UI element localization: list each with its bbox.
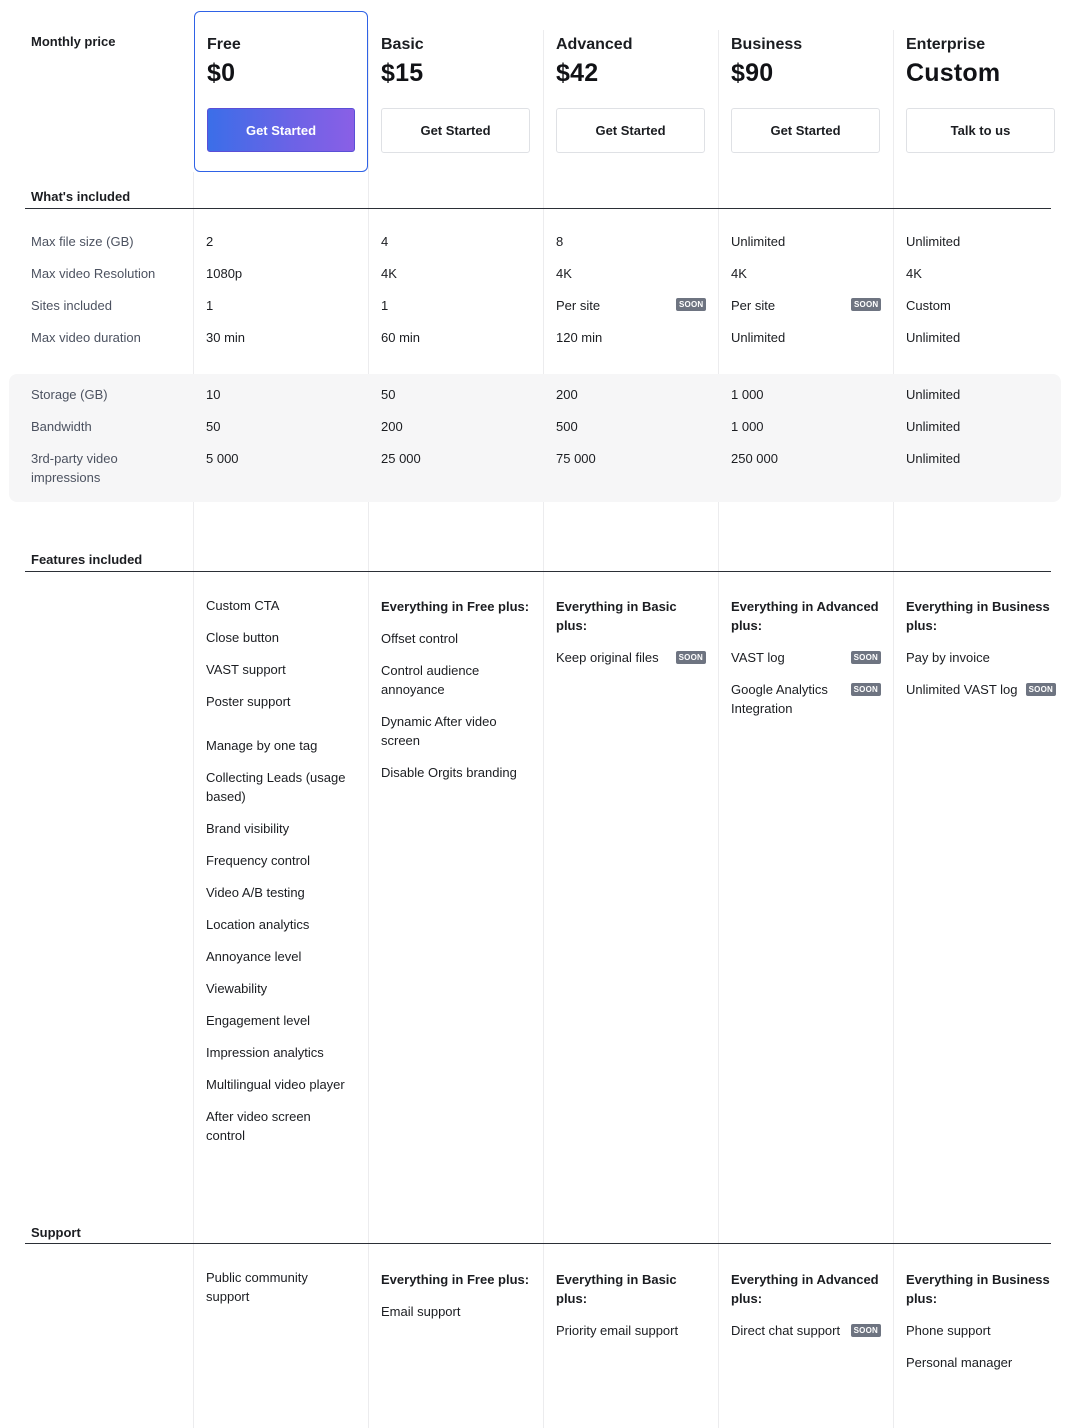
column-divider <box>368 30 369 1428</box>
plan-price-free: $0 <box>207 59 236 87</box>
features-included-title: Features included <box>31 552 143 567</box>
cell: 60 min <box>381 330 421 345</box>
list-item: Pay by invoice <box>906 650 990 665</box>
cell: 200 <box>381 419 403 434</box>
soon-badge: SOON <box>1026 683 1056 696</box>
soon-badge: SOON <box>676 651 706 664</box>
section-divider <box>25 571 1051 572</box>
cell: 4 <box>381 234 389 249</box>
list-lead: Everything in Free plus: <box>381 599 530 614</box>
plan-name-enterprise: Enterprise <box>906 36 986 53</box>
cell: Unlimited <box>906 387 961 402</box>
cell: 1 000 <box>731 387 764 402</box>
column-divider <box>543 30 544 1428</box>
list-item: Control audience annoyance <box>381 663 480 697</box>
cell: 4K <box>556 266 572 281</box>
cell: 1 000 <box>731 419 764 434</box>
basic-support-list <box>381 1270 533 1334</box>
cell: 500 <box>556 419 578 434</box>
list-item: Viewability <box>206 981 268 996</box>
list-item: Personal manager <box>906 1355 1013 1370</box>
list-item: Location analytics <box>206 917 310 932</box>
list-item: Manage by one tag <box>206 738 318 753</box>
list-item: Email support <box>381 1304 461 1319</box>
list-item-label: Unlimited VAST log <box>906 682 1018 697</box>
cell: Unlimited <box>906 419 961 434</box>
cell: 1080p <box>206 266 243 281</box>
list-item <box>731 1321 881 1340</box>
cell: 4K <box>906 266 922 281</box>
whats-included-title: What's included <box>31 189 131 204</box>
list-item: Engagement level <box>206 1013 311 1028</box>
business-features-list <box>731 597 881 731</box>
list-lead: Everything in Advanced plus: <box>731 599 879 633</box>
list-item: Custom CTA <box>206 598 280 613</box>
cell: Per site <box>556 298 601 313</box>
cell: 120 min <box>556 330 603 345</box>
soon-badge: SOON <box>851 683 881 696</box>
cell: 1 <box>381 298 389 313</box>
row-label: Max video duration <box>31 330 141 345</box>
column-divider <box>718 30 719 1428</box>
list-item-label: Google Analytics Integration <box>731 682 828 716</box>
list-item: Multilingual video player <box>206 1077 345 1092</box>
advanced-support-list <box>556 1270 706 1353</box>
cell: 75 000 <box>556 451 596 466</box>
column-divider <box>893 30 894 1428</box>
list-item-label: Direct chat support <box>731 1323 841 1338</box>
list-item: Offset control <box>381 631 459 646</box>
list-lead: Everything in Business plus: <box>906 599 1050 633</box>
plan-name-free: Free <box>207 36 241 53</box>
list-item: Close button <box>206 630 279 645</box>
cell: 8 <box>556 234 564 249</box>
section-divider <box>25 208 1051 209</box>
soon-badge: SOON <box>676 298 706 311</box>
usage-band <box>9 374 1061 502</box>
get-started-basic-button[interactable]: Get Started <box>381 108 530 153</box>
row-label: Max video Resolution <box>31 266 156 281</box>
plan-name-basic: Basic <box>381 36 424 53</box>
list-item: Collecting Leads (usage based) <box>206 770 346 804</box>
cell: 2 <box>206 234 214 249</box>
cell: Custom <box>906 298 951 313</box>
free-features-list <box>206 596 358 1158</box>
enterprise-support-list <box>906 1270 1056 1385</box>
plan-name-advanced: Advanced <box>556 36 633 53</box>
list-item <box>906 680 1056 699</box>
list-lead: Everything in Basic plus: <box>556 599 677 633</box>
cell: 5 000 <box>206 451 239 466</box>
list-item: Video A/B testing <box>206 885 305 900</box>
soon-badge: SOON <box>851 298 881 311</box>
row-label: Bandwidth <box>31 419 92 434</box>
row-label: Max file size (GB) <box>31 234 134 249</box>
cell: Unlimited <box>731 234 786 249</box>
list-item: Priority email support <box>556 1323 679 1338</box>
column-divider <box>193 172 194 1428</box>
cell: 250 000 <box>731 451 778 466</box>
list-lead: Everything in Business plus: <box>906 1272 1050 1306</box>
list-item: Disable Orgits branding <box>381 765 517 780</box>
list-item: After video screen control <box>206 1109 311 1143</box>
list-item: Impression analytics <box>206 1045 324 1060</box>
cell: 10 <box>206 387 221 402</box>
cell: Unlimited <box>906 330 961 345</box>
list-item-label: Keep original files <box>556 650 659 665</box>
section-divider <box>25 1243 1051 1244</box>
monthly-price-label: Monthly price <box>31 34 116 49</box>
get-started-advanced-button[interactable]: Get Started <box>556 108 705 153</box>
cell: 4K <box>731 266 747 281</box>
list-lead: Everything in Advanced plus: <box>731 1272 879 1306</box>
talk-to-us-button[interactable]: Talk to us <box>906 108 1055 153</box>
list-item: Frequency control <box>206 853 311 868</box>
row-label: Sites included <box>31 298 112 313</box>
list-item: Phone support <box>906 1323 991 1338</box>
basic-features-list <box>381 597 533 795</box>
cell: 4K <box>381 266 397 281</box>
cell: Per site <box>731 298 776 313</box>
list-item <box>731 648 881 667</box>
cell: Unlimited <box>731 330 786 345</box>
free-support-list <box>206 1268 358 1319</box>
get-started-business-button[interactable]: Get Started <box>731 108 880 153</box>
list-item: Brand visibility <box>206 821 290 836</box>
list-item: Public community support <box>206 1270 308 1304</box>
cell: 30 min <box>206 330 246 345</box>
advanced-features-list <box>556 597 706 680</box>
list-item <box>731 680 881 718</box>
list-lead: Everything in Basic plus: <box>556 1272 677 1306</box>
plan-price-business: $90 <box>731 59 774 87</box>
plan-price-basic: $15 <box>381 59 424 87</box>
support-title: Support <box>31 1225 81 1240</box>
list-item-label: VAST log <box>731 650 785 665</box>
plan-price-enterprise: Custom <box>906 59 1001 87</box>
cell: 50 <box>381 387 396 402</box>
cell: 25 000 <box>381 451 421 466</box>
plan-price-advanced: $42 <box>556 59 599 87</box>
get-started-free-button[interactable]: Get Started <box>207 108 355 152</box>
business-support-list <box>731 1270 881 1353</box>
enterprise-features-list <box>906 597 1056 712</box>
list-item: Annoyance level <box>206 949 302 964</box>
list-item: Poster support <box>206 694 291 709</box>
list-lead: Everything in Free plus: <box>381 1272 530 1287</box>
row-label: Storage (GB) <box>31 387 108 402</box>
row-label: 3rd-party video impressions <box>31 451 118 485</box>
cell: 1 <box>206 298 214 313</box>
soon-badge: SOON <box>851 651 881 664</box>
cell: Unlimited <box>906 234 961 249</box>
list-item: VAST support <box>206 662 286 677</box>
cell: 50 <box>206 419 221 434</box>
soon-badge: SOON <box>851 1324 881 1337</box>
list-item <box>556 648 706 667</box>
plan-name-business: Business <box>731 36 803 53</box>
cell: Unlimited <box>906 451 961 466</box>
list-item: Dynamic After video screen <box>381 714 497 748</box>
cell: 200 <box>556 387 578 402</box>
